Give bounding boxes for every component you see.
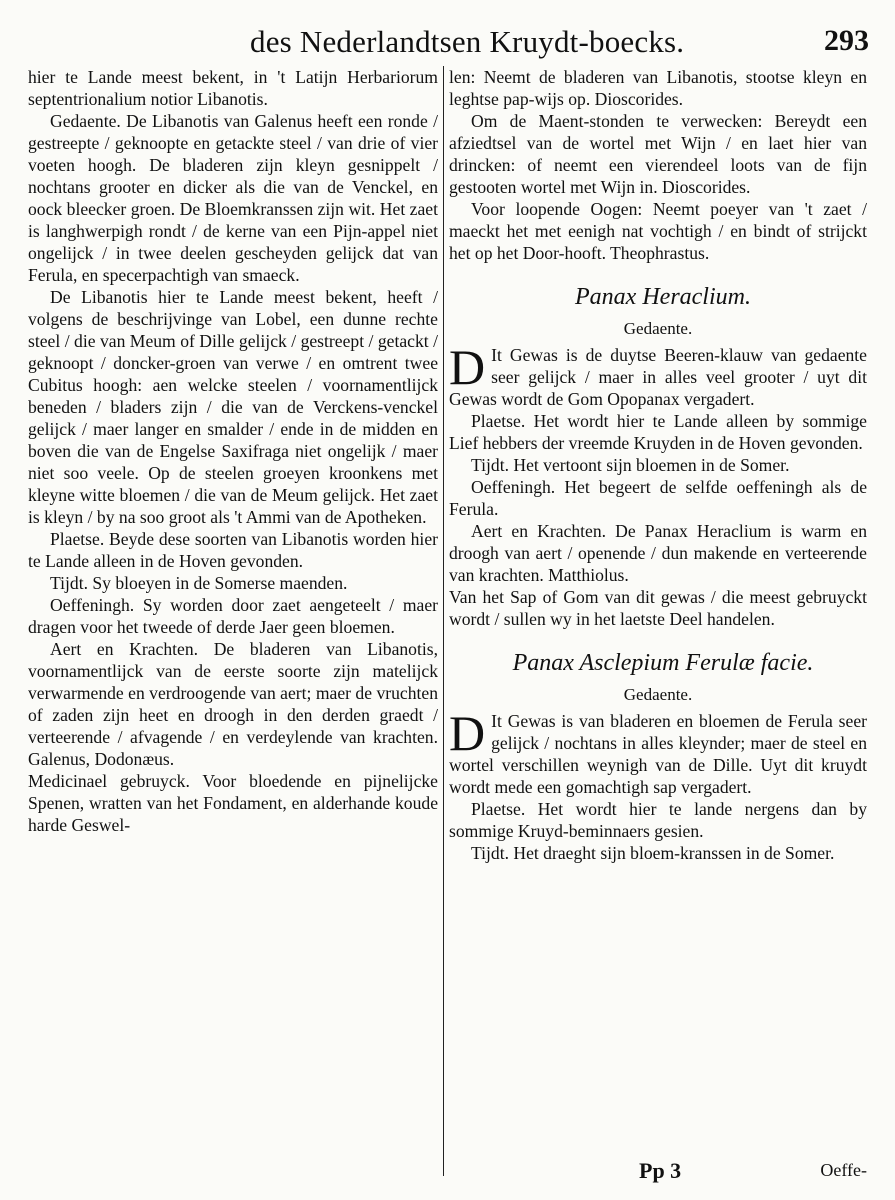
left-paragraph-tijdt: Tijdt. Sy bloeyen in de Somerse maenden. xyxy=(50,573,348,593)
section1-intro xyxy=(449,339,867,410)
right-column xyxy=(449,66,867,864)
running-title: des Nederlandtsen Kruydt-boecks. xyxy=(250,24,685,59)
section2-tijdt: Tijdt. Het draeght sijn bloem-kranssen in de Somer. xyxy=(471,843,835,863)
right-paragraph-loopende-oogen: Voor loopende Oogen: Neemt poeyer van 't zaet / maeckt het met eenigh nat vochtigh / en bindt of strijckt het op het Door-hooft. Theophrastus. xyxy=(449,199,867,263)
left-paragraph-1: hier te Lande meest bekent, in 't Latijn Herbariorum septentrionalium notior Libanotis. xyxy=(28,67,438,109)
section1-tijdt: Tijdt. Het vertoont sijn bloemen in de Somer. xyxy=(471,455,790,475)
left-paragraph-gedaente: Gedaente. De Libanotis van Galenus heeft een ronde / gestreepte / geknoopte en getackte steel / van drie of vier voeten hoogh. De bladeren zijn kleyn gesnippelt / nochtans grooter en dicker als die van de Venckel, en oock bleecker groen. De Bloemkranssen zijn wit. Het zaet is langhwerpigh rondt / de kerne van een Pijn-appel niet ongelijck / in twee deelen gescheyden gelijck dat van Ferula, en specerpachtigh van smaeck. xyxy=(28,111,438,285)
section2-subtitle-gedaente: Gedaente. xyxy=(623,685,693,704)
section-title-panax-asclepium: Panax Asclepium Ferulæ facie. xyxy=(512,650,814,676)
left-paragraph-aert-krachten: Aert en Krachten. De bladeren van Libanotis, voornamentlijck van de eerste soorte zijn matelijck verwarmende en verdroogende van aert; maer de vruchten of zaden zijn heet en droogh in den derden graedt / verteerende / afvagende / en verdeylende van krachten. Galenus, Dodonæus. xyxy=(28,639,438,769)
column-divider xyxy=(443,66,444,1176)
section2-intro xyxy=(449,705,867,798)
left-column xyxy=(28,66,438,836)
section1-intro-text: It Gewas is de duytse Beeren-klauw van gedaente seer gelijck / maer in alles veel grooter / uyt dit Gewas wordt de Gom Opopanax vergadert. xyxy=(449,345,867,409)
section-subtitle-gedaente: Gedaente. xyxy=(623,319,693,338)
left-paragraph-lobel: De Libanotis hier te Lande meest bekent, heeft / volgens de beschrijvinge van Lobel, een dunne rechte steel / die van Meum of Dille gelijck / gestreept / getackt / geknoopt / doncker-groen van verwe / en omtrent twee Cubitus hoogh: aen welcke steelen / voornamentlijck beneden / bladers zijn / die van de Verckens-venckel gelijck / maer langer en smalder / ende in de midden en boven die van de Engelse Saxifraga niet ongelijk / maer niet soo veele. Op de steelen groeyen kroonkens met kleyne witte bloemen / die van de Meum gelijck. Het zaet is kleyn / by na soo groot als 't Ammi van de Apotheken. xyxy=(28,287,438,527)
left-paragraph-oeffeningh: Oeffeningh. Sy worden door zaet aengeteelt / maer dragen voor het tweede of derde Jaer geen bloemen. xyxy=(28,595,438,637)
section1-sap-gom: Van het Sap of Gom van dit gewas / die meest gebruyckt wordt / sullen wy in het laetste Deel handelen. xyxy=(449,587,867,629)
drop-cap: D xyxy=(449,339,486,395)
page-header xyxy=(230,20,875,64)
right-paragraph-continuation: len: Neemt de bladeren van Libanotis, stootse kleyn en leghtse pap-wijs op. Dioscorides. xyxy=(449,67,867,109)
catchword: Oeffe- xyxy=(820,1160,867,1180)
signature-mark: Pp 3 xyxy=(639,1158,682,1183)
section1-aert-krachten: Aert en Krachten. De Panax Heraclium is warm en droogh van aert / openende / dun makende en verteerende van krachten. Matthiolus. xyxy=(449,521,867,585)
section2-intro-text: It Gewas is van bladeren en bloemen de Ferula seer gelijck / nochtans in alles kleynder; maer de steel en wortel verschillen weynigh van de Dille. Uyt dit kruydt wordt mede een gomachtigh sap vergadert. xyxy=(449,711,867,797)
page-number: 293 xyxy=(824,24,869,57)
section1-oeffeningh: Oeffeningh. Het begeert de selfde oeffeningh als de Ferula. xyxy=(449,477,867,519)
section-title-panax-heraclium: Panax Heraclium. xyxy=(575,284,751,310)
right-paragraph-maent-stonden: Om de Maent-stonden te verwecken: Bereydt een afziedtsel van de wortel met Wijn / en laet hier van drincken: of neemt een vierendeel loots van de fijn gestooten wortel met Wijn in. Dioscorides. xyxy=(449,111,867,197)
left-paragraph-plaetse: Plaetse. Beyde dese soorten van Libanotis worden hier te Lande alleen in de Hoven gevonden. xyxy=(28,529,438,571)
left-paragraph-medicinael: Medicinael gebruyck. Voor bloedende en pijnelijcke Spenen, wratten van het Fondament, en alderhande koude harde Geswel- xyxy=(28,771,438,835)
section1-plaetse: Plaetse. Het wordt hier te Lande alleen by sommige Lief hebbers der vreemde Kruyden in de Hoven gevonden. xyxy=(449,411,867,453)
drop-cap-2: D xyxy=(449,705,486,761)
section2-plaetse: Plaetse. Het wordt hier te lande nergens dan by sommige Kruyd-beminnaers gesien. xyxy=(449,799,867,841)
page-footer xyxy=(449,1158,867,1186)
